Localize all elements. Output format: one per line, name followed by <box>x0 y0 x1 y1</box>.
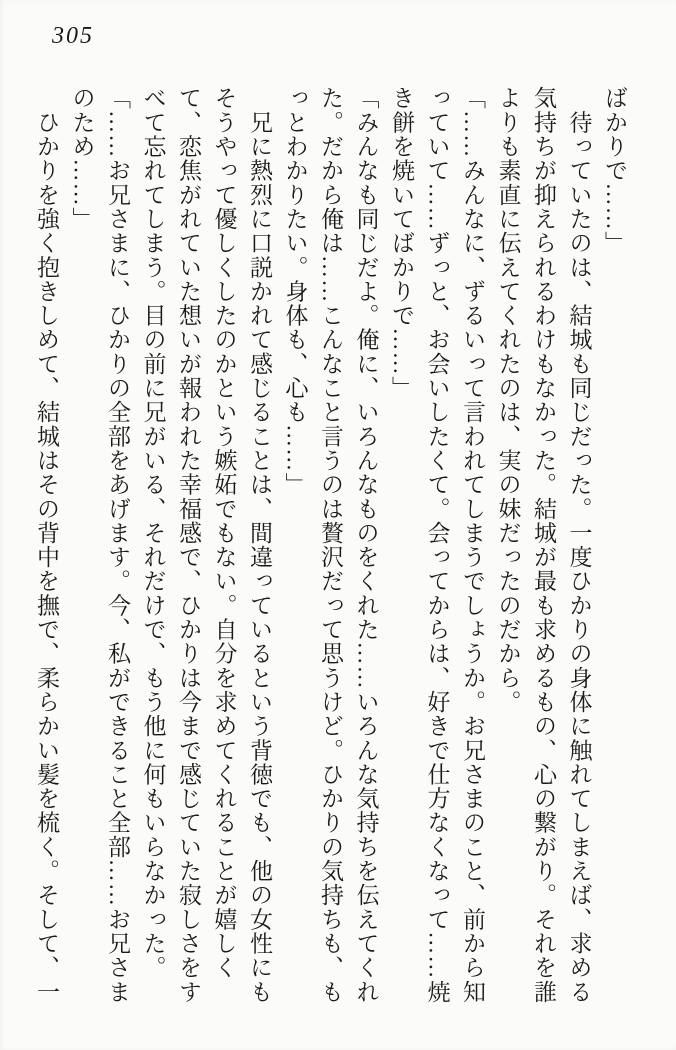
paragraph-dialogue-hikari-2: 「……お兄さまに、ひかりの全部をあげます。今、私ができること全部……お兄さまのため……」 <box>69 86 130 1004</box>
paragraph-narration-2: 兄に熱烈に口説かれて感じることは、間違っているという背徳でも、他の女性にもそうやって優しくしたのかという嫉妬でもない。自分を求めてくれることが嬉しくて、恋焦がれていた想いが報われた幸福感で、ひかりは今まで感じていた寂しさをすべて忘れてしまう。目の前に兄がいる、それだけで、もう他に何もいらなかった。 <box>140 86 272 1004</box>
paragraph-dialogue-hikari-1: 「……みんなに、ずるいって言われてしまうでしょうか。お兄さまのこと、前から知っていて……ずっと、お会いしたくて。会ってからは、好きで仕方なくなって……焼き餅を焼いてばかりで……」 <box>389 86 485 1004</box>
paragraph-continuation: ばかりで……」 <box>602 86 627 256</box>
paragraph-dialogue-yuuki: 「みんなも同じだよ。俺に、いろんなものをくれた……いろんな気持ちを伝えてくれた。だから俺は……こんなこと言うのは贅沢だって思うけど。ひかりの気持ちも、もっとわかりたい。身体も、心も……」 <box>282 86 379 1004</box>
body-text <box>29 86 633 1006</box>
paragraph-narration-1: 待っていたのは、結城も同じだった。一度ひかりの身体に触れてしまえば、求める気持ちが抑えられるわけもなかった。結城が最も求めるもの、心の繋がり。それを誰よりも素直に伝えてくれたのは、実の妹だったのだから。 <box>495 86 592 1004</box>
page-number: 305 <box>52 23 94 49</box>
paragraph-narration-3: ひかりを強く抱きしめて、結城はその背中を撫で、柔らかい髪を梳く。そして、一 <box>34 86 59 1004</box>
